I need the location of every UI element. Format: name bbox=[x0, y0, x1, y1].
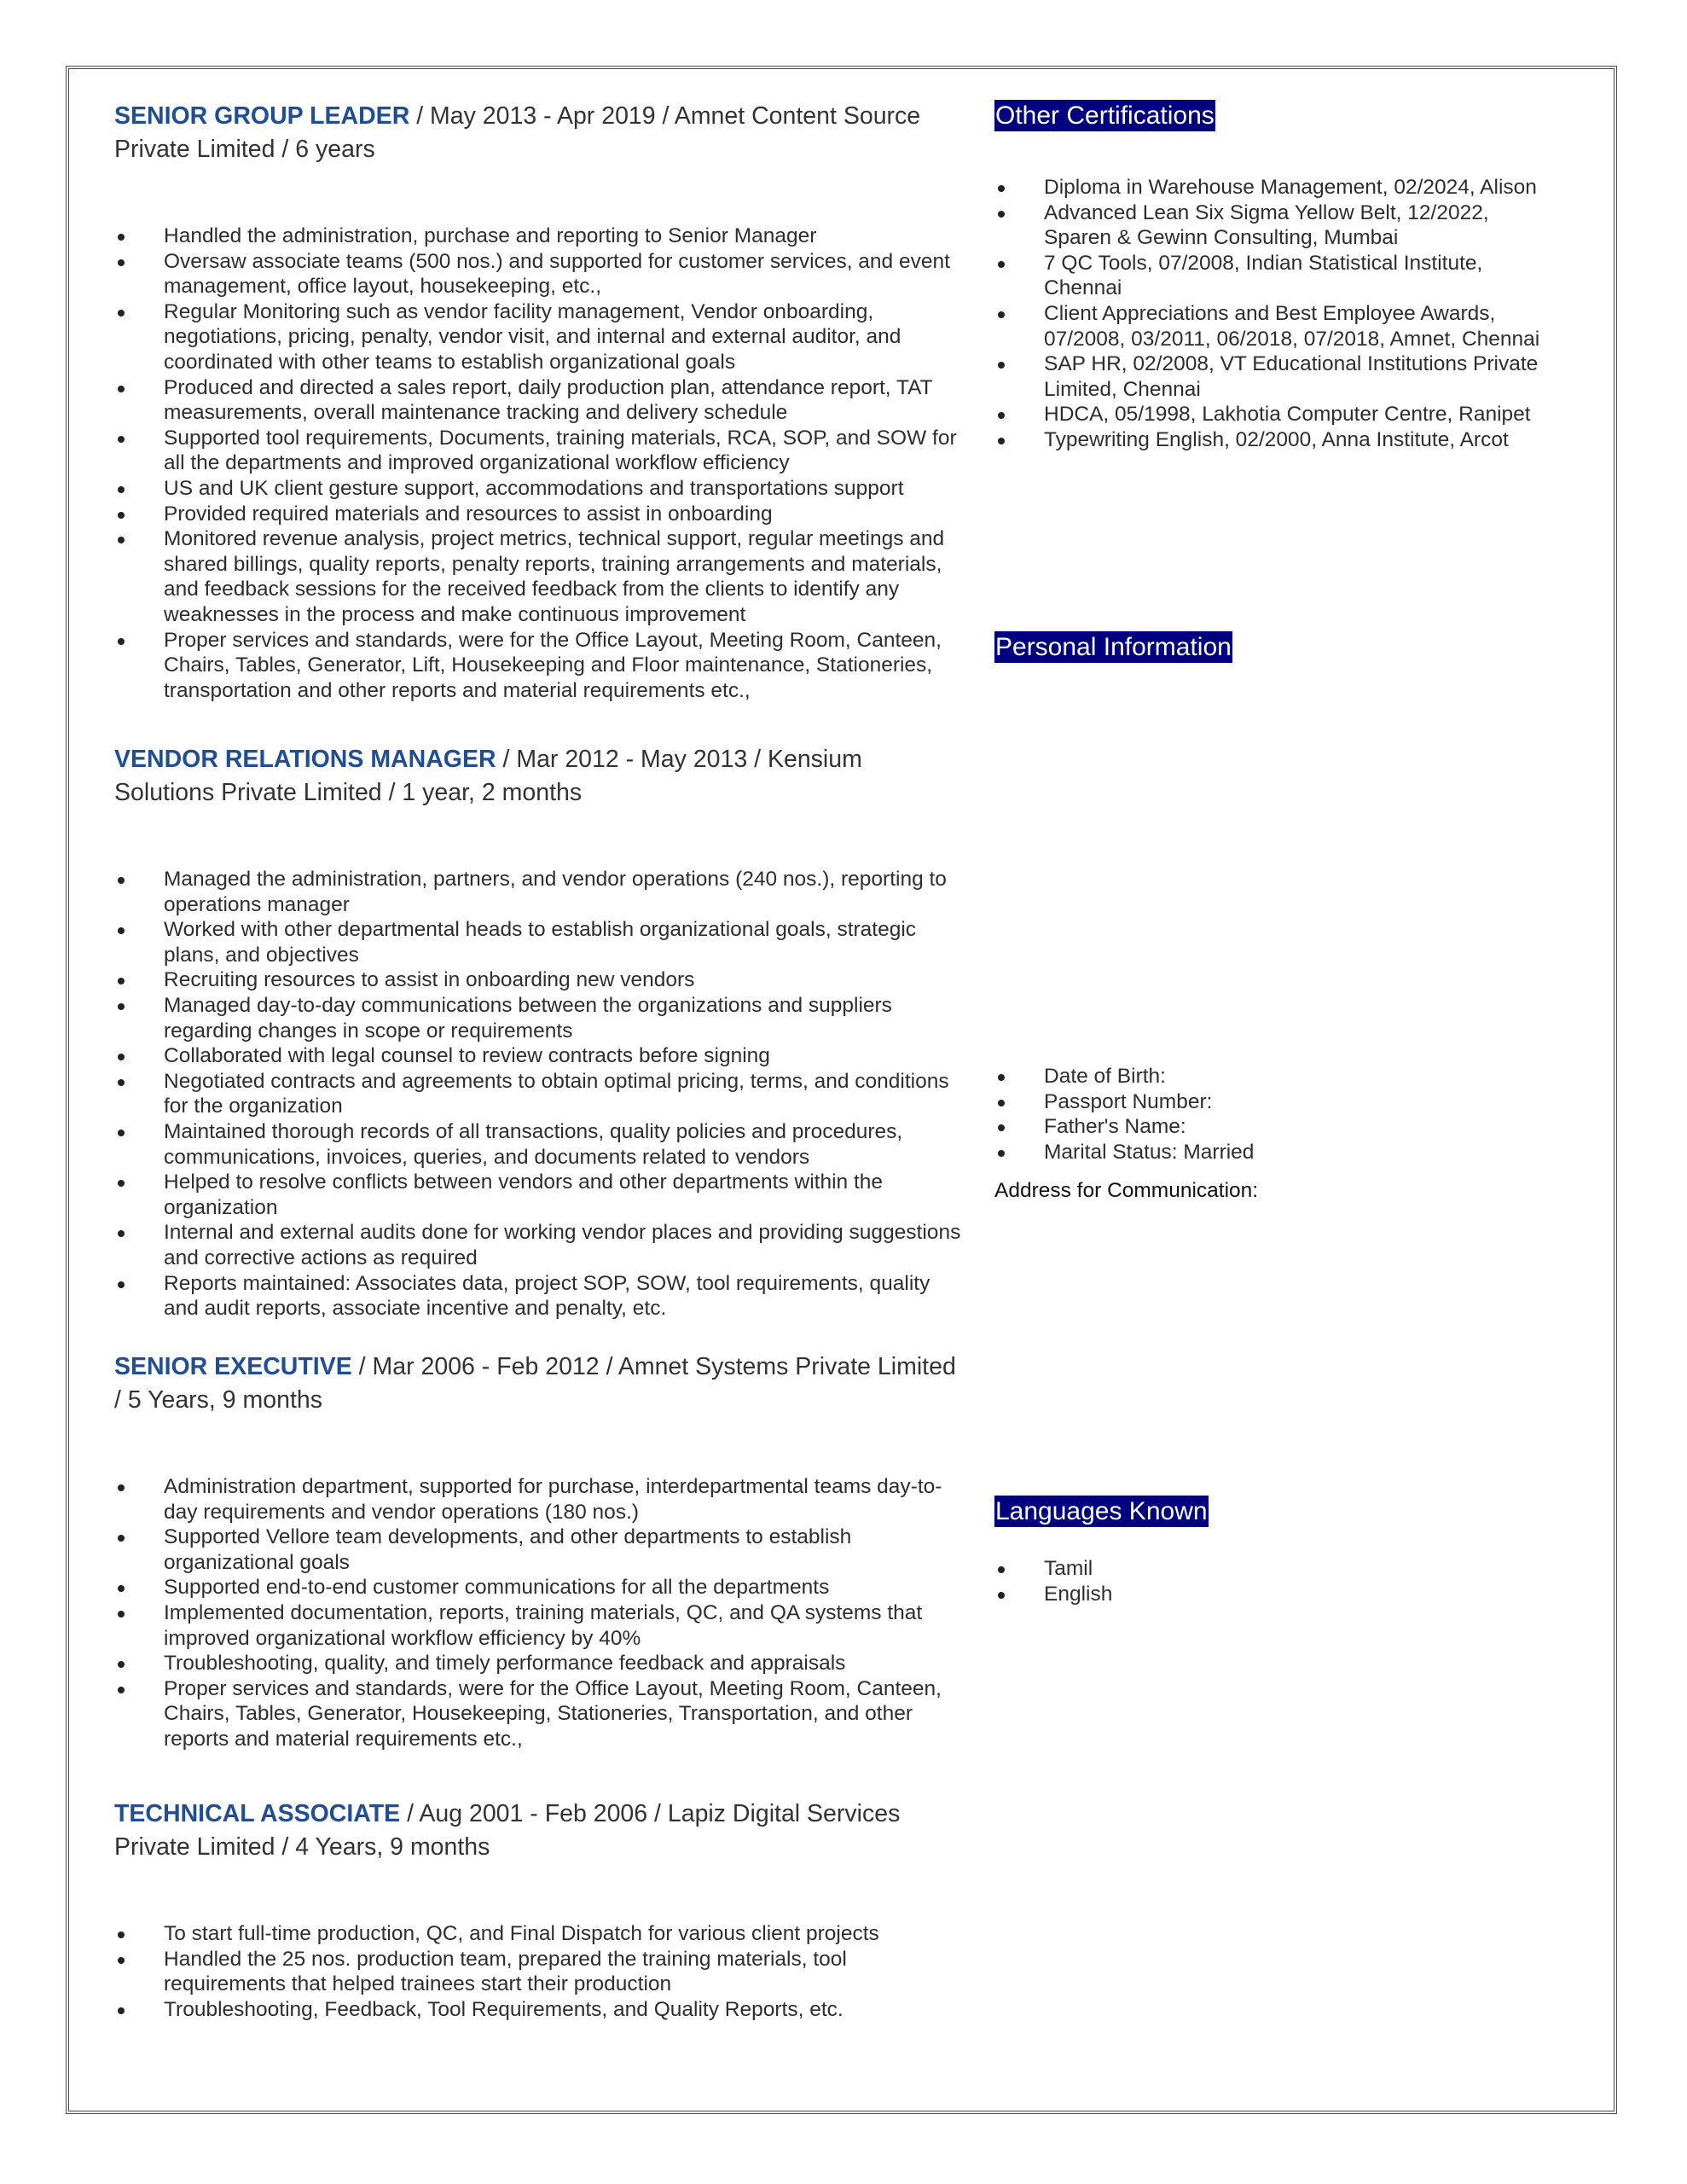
bullet-icon bbox=[118, 1281, 125, 1288]
certifications-list bbox=[994, 175, 1557, 453]
job-details: / May 2013 - Apr 2019 / Amnet Content Source Private Limited / 6 years bbox=[114, 102, 921, 163]
bullet-icon bbox=[118, 877, 125, 884]
list-item-text: Reports maintained: Associates data, project SOP, SOW, tool requirements, quality and audit reports, associate incentive and penalty, etc. bbox=[164, 1271, 930, 1321]
bullet-icon bbox=[118, 436, 125, 443]
list-item-text: Supported tool requirements, Documents, training materials, RCA, SOP, and SOW for all the departments and improved organizational workflow efficiency bbox=[164, 426, 957, 475]
list-item-text: Proper services and standards, were for the Office Layout, Meeting Room, Canteen, Chairs, Tables, Generator, Lift, Housekeeping and Floor maintenance, Stationeries, transportation and other reports and material requirements etc., bbox=[164, 628, 942, 702]
bullet-icon bbox=[118, 1535, 125, 1542]
job-bullets bbox=[114, 1474, 967, 1752]
bullet-icon bbox=[118, 1957, 125, 1964]
list-item bbox=[114, 1069, 967, 1119]
job-title: VENDOR RELATIONS MANAGER bbox=[114, 746, 496, 773]
list-item bbox=[114, 1119, 967, 1170]
list-item-text: Typewriting English, 02/2000, Anna Institute, Arcot bbox=[1044, 427, 1509, 451]
bullet-icon bbox=[118, 234, 125, 241]
list-item bbox=[114, 1271, 967, 1321]
bullet-icon bbox=[118, 1079, 125, 1086]
languages-list bbox=[994, 1556, 1557, 1606]
list-item-text: English bbox=[1044, 1582, 1113, 1606]
list-item bbox=[114, 526, 967, 627]
job-heading bbox=[114, 1350, 967, 1417]
list-item-text: Father's Name: bbox=[1044, 1115, 1186, 1139]
list-item bbox=[114, 1600, 967, 1651]
bullet-icon bbox=[118, 1931, 125, 1938]
bullet-icon bbox=[998, 311, 1005, 318]
list-item bbox=[994, 200, 1557, 251]
job-title: TECHNICAL ASSOCIATE bbox=[114, 1800, 401, 1827]
list-item bbox=[114, 375, 967, 426]
bullet-icon bbox=[118, 1054, 125, 1060]
bullet-icon bbox=[998, 412, 1005, 419]
bullet-icon bbox=[998, 1124, 1005, 1131]
list-item bbox=[114, 1474, 967, 1525]
list-item bbox=[994, 1064, 1557, 1089]
list-item-text: US and UK client gesture support, accommodations and transportations support bbox=[164, 476, 904, 500]
list-item-text: Recruiting resources to assist in onboarding new vendors bbox=[164, 968, 695, 992]
list-item bbox=[114, 1997, 967, 2023]
list-item-text: Troubleshooting, Feedback, Tool Requirements, and Quality Reports, etc. bbox=[164, 1997, 844, 2021]
bullet-icon bbox=[118, 927, 125, 934]
list-item-text: Produced and directed a sales report, daily production plan, attendance report, TAT measurements, overall maintenance tracking and delivery schedule bbox=[164, 375, 933, 425]
list-item bbox=[114, 224, 967, 249]
list-item-text: Provided required materials and resources to assist in onboarding bbox=[164, 502, 773, 526]
job-title: SENIOR GROUP LEADER bbox=[114, 102, 410, 130]
list-item-text: Administration department, supported for purchase, interdepartmental teams day-to-day requirements and vendor operations (180 nos.) bbox=[164, 1475, 942, 1524]
list-item bbox=[114, 1921, 967, 1947]
bullet-icon bbox=[118, 1484, 125, 1491]
list-item bbox=[114, 1676, 967, 1752]
list-item bbox=[114, 1170, 967, 1220]
list-item-text: Helped to resolve conflicts between vendors and other departments within the organization bbox=[164, 1170, 884, 1219]
languages-section bbox=[994, 1496, 1557, 1606]
personal-details-list bbox=[994, 1064, 1557, 1165]
list-item-text: Internal and external audits done for working vendor places and providing suggestions and corrective actions as required bbox=[164, 1221, 961, 1269]
bullet-icon bbox=[118, 638, 125, 645]
bullet-icon bbox=[998, 362, 1005, 369]
list-item-text: Supported Vellore team developments, and other departments to establish organizational goals bbox=[164, 1525, 852, 1574]
job-bullets bbox=[114, 867, 967, 1321]
list-item bbox=[994, 427, 1557, 453]
list-item bbox=[114, 917, 967, 967]
list-item bbox=[994, 251, 1557, 301]
bullet-icon bbox=[998, 1566, 1005, 1573]
job-heading bbox=[114, 100, 967, 166]
bullet-icon bbox=[118, 2007, 125, 2014]
list-item bbox=[994, 1114, 1557, 1140]
job-bullets bbox=[114, 1921, 967, 2022]
job-vendor-relations-manager bbox=[114, 743, 967, 1321]
personal-info-section bbox=[994, 631, 1557, 1204]
job-senior-group-leader bbox=[114, 100, 967, 703]
bullet-icon bbox=[998, 1100, 1005, 1107]
list-item bbox=[114, 249, 967, 299]
bullet-icon bbox=[118, 486, 125, 493]
list-item bbox=[994, 1140, 1557, 1165]
list-item-text: Supported end-to-end customer communications for all the departments bbox=[164, 1576, 830, 1600]
list-item-text: Marital Status: Married bbox=[1044, 1140, 1255, 1164]
bullet-icon bbox=[118, 1003, 125, 1010]
bullet-icon bbox=[118, 537, 125, 543]
list-item-text: Regular Monitoring such as vendor facility management, Vendor onboarding, negotiations, pricing, penalty, vendor visit, and internal and external auditor, and coordinated with other teams to establish organizational goals bbox=[164, 299, 901, 374]
bullet-icon bbox=[998, 1150, 1005, 1157]
bullet-icon bbox=[118, 1687, 125, 1693]
bullet-icon bbox=[118, 1585, 125, 1592]
bullet-icon bbox=[118, 259, 125, 266]
bullet-icon bbox=[118, 1130, 125, 1136]
list-item bbox=[114, 628, 967, 704]
list-item bbox=[114, 1651, 967, 1676]
bullet-icon bbox=[118, 386, 125, 392]
list-item-text: To start full-time production, QC, and Final Dispatch for various client projects bbox=[164, 1922, 879, 1945]
bullet-icon bbox=[998, 438, 1005, 444]
list-item bbox=[994, 1089, 1557, 1115]
list-item bbox=[114, 1525, 967, 1575]
job-technical-associate bbox=[114, 1798, 967, 2022]
list-item bbox=[114, 967, 967, 993]
list-item-text: Tamil bbox=[1044, 1557, 1093, 1580]
list-item-text: Client Appreciations and Best Employee Awards, 07/2008, 03/2011, 06/2018, 07/2018, Amnet, Chennai bbox=[1044, 301, 1540, 351]
list-item bbox=[994, 175, 1557, 200]
list-item bbox=[994, 402, 1557, 427]
job-senior-executive bbox=[114, 1350, 967, 1752]
list-item bbox=[114, 867, 967, 917]
bullet-icon bbox=[998, 185, 1005, 192]
list-item-text: Troubleshooting, quality, and timely performance feedback and appraisals bbox=[164, 1652, 846, 1676]
list-item-text: Implemented documentation, reports, training materials, QC, and QA systems that improved organizational workflow efficiency by 40% bbox=[164, 1600, 923, 1650]
bullet-icon bbox=[998, 261, 1005, 268]
list-item bbox=[114, 1947, 967, 1997]
list-item-text: Monitored revenue analysis, project metrics, technical support, regular meetings and shared billings, quality reports, penalty reports, training arrangements and materials, and feedback sessions for the received feedback from the clients to identify any weaknesses in the process and make continuous improvement bbox=[164, 527, 945, 626]
list-item-text: Worked with other departmental heads to establish organizational goals, strategic plans, and objectives bbox=[164, 918, 917, 967]
address-label: Address for Communication: bbox=[994, 1179, 1259, 1203]
bullet-icon bbox=[118, 1661, 125, 1668]
list-item-text: SAP HR, 02/2008, VT Educational Institutions Private Limited, Chennai bbox=[1044, 352, 1539, 401]
list-item bbox=[114, 299, 967, 375]
list-item-text: Maintained thorough records of all transactions, quality policies and procedures, communications, invoices, queries, and documents related to vendors bbox=[164, 1119, 903, 1169]
job-heading bbox=[114, 743, 967, 810]
list-item-text: Handled the administration, purchase and reporting to Senior Manager bbox=[164, 224, 817, 247]
certifications-section bbox=[994, 100, 1557, 453]
list-item-text: Oversaw associate teams (500 nos.) and supported for customer services, and event management, office layout, housekeeping, etc., bbox=[164, 249, 950, 299]
list-item bbox=[994, 1556, 1557, 1582]
list-item-text: Collaborated with legal counsel to review contracts before signing bbox=[164, 1044, 770, 1068]
job-heading bbox=[114, 1798, 967, 1864]
list-item-text: Handled the 25 nos. production team, prepared the training materials, tool requirements that helped trainees start their production bbox=[164, 1947, 847, 1996]
job-details: / Aug 2001 - Feb 2006 / Lapiz Digital Services Private Limited / 4 Years, 9 months bbox=[114, 1800, 901, 1861]
list-item bbox=[114, 1220, 967, 1270]
bullet-icon bbox=[118, 1230, 125, 1237]
list-item bbox=[114, 1575, 967, 1600]
bullet-icon bbox=[118, 512, 125, 519]
section-heading-personal-information: Personal Information bbox=[995, 633, 1232, 661]
list-item-text: Managed day-to-day communications between the organizations and suppliers regarding changes in scope or requirements bbox=[164, 993, 892, 1043]
list-item-text: Managed the administration, partners, and vendor operations (240 nos.), reporting to operations manager bbox=[164, 868, 947, 916]
bullet-icon bbox=[118, 978, 125, 985]
bullet-icon bbox=[118, 1180, 125, 1187]
job-title: SENIOR EXECUTIVE bbox=[114, 1353, 352, 1380]
list-item-text: HDCA, 05/1998, Lakhotia Computer Centre, Ranipet bbox=[1044, 403, 1531, 427]
list-item-text: Diploma in Warehouse Management, 02/2024, Alison bbox=[1044, 176, 1537, 199]
list-item bbox=[994, 301, 1557, 351]
list-item-text: Date of Birth: bbox=[1044, 1065, 1166, 1088]
list-item-text: 7 QC Tools, 07/2008, Indian Statistical Institute, Chennai bbox=[1044, 251, 1483, 300]
list-item bbox=[114, 426, 967, 476]
bullet-icon bbox=[998, 211, 1005, 218]
section-heading-languages: Languages Known bbox=[995, 1497, 1208, 1525]
list-item bbox=[114, 993, 967, 1043]
bullet-icon bbox=[118, 1611, 125, 1618]
list-item bbox=[114, 1043, 967, 1069]
section-heading-certifications: Other Certifications bbox=[995, 102, 1215, 130]
bullet-icon bbox=[998, 1074, 1005, 1081]
list-item-text: Proper services and standards, were for the Office Layout, Meeting Room, Canteen, Chairs, Tables, Generator, Housekeeping, Stationeries, Transportation, and other reports and material requirements etc., bbox=[164, 1676, 942, 1751]
bullet-icon bbox=[998, 1592, 1005, 1599]
job-details: / Mar 2006 - Feb 2012 / Amnet Systems Private Limited / 5 Years, 9 months bbox=[114, 1353, 956, 1414]
list-item bbox=[994, 351, 1557, 402]
list-item bbox=[114, 502, 967, 527]
bullet-icon bbox=[118, 310, 125, 317]
list-item-text: Advanced Lean Six Sigma Yellow Belt, 12/2022, Sparen & Gewinn Consulting, Mumbai bbox=[1044, 200, 1489, 250]
list-item bbox=[994, 1582, 1557, 1607]
job-bullets bbox=[114, 224, 967, 703]
list-item-text: Negotiated contracts and agreements to obtain optimal pricing, terms, and conditions for the organization bbox=[164, 1069, 949, 1118]
list-item-text: Passport Number: bbox=[1044, 1089, 1213, 1113]
list-item bbox=[114, 476, 967, 502]
job-details: / Mar 2012 - May 2013 / Kensium Solutions Private Limited / 1 year, 2 months bbox=[114, 746, 862, 806]
